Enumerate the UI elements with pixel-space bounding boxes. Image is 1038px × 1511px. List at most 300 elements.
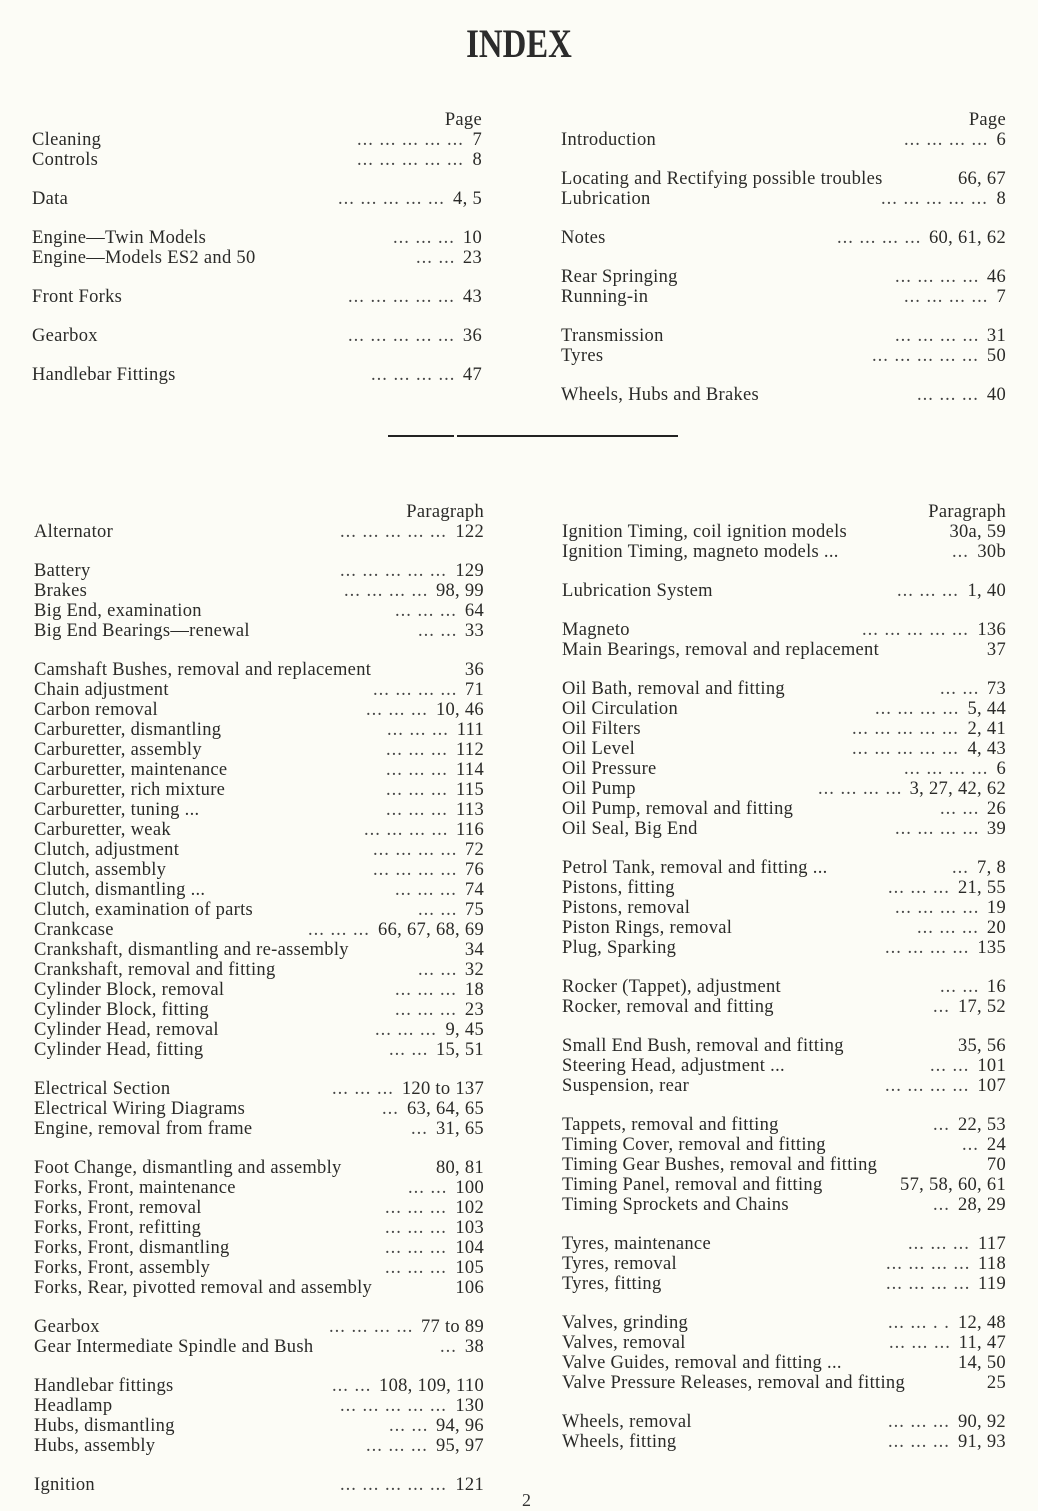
entry-label: Cylinder Head, removal (34, 1020, 219, 1040)
paragraph-index-left-column (34, 502, 484, 1495)
entry-label: Front Forks (32, 287, 123, 307)
index-entry (34, 920, 484, 940)
entry-label: Oil Filters (562, 719, 641, 739)
leader-dots: ... (411, 1119, 428, 1139)
leader-dots: ... ... ... ... ... (348, 326, 455, 346)
entry-reference: 135 (977, 938, 1006, 958)
entry-label: Battery (34, 561, 91, 581)
leader-dots: ... ... ... (332, 1079, 394, 1099)
leader-dots: ... ... ... ... (373, 860, 458, 880)
index-entry (34, 522, 484, 542)
leader-dots: ... ... ... ... (373, 680, 458, 700)
entry-reference: 36 (464, 660, 484, 680)
entry-label: Alternator (34, 522, 114, 542)
index-entry (562, 977, 1006, 997)
entry-reference: 122 (455, 522, 484, 542)
leader-dots: ... (440, 1337, 457, 1357)
index-entry (562, 1036, 1006, 1056)
index-entry (561, 130, 1006, 150)
leader-dots: ... ... ... (385, 1218, 447, 1238)
entry-label: Carburetter, maintenance (34, 760, 228, 780)
index-entry (34, 1099, 484, 1119)
leader-dots: ... (962, 1135, 979, 1155)
index-entry (562, 640, 1006, 660)
entry-reference: 7 (996, 287, 1006, 307)
group-spacer (32, 209, 482, 228)
index-entry (32, 248, 482, 268)
leader-dots: ... ... ... (917, 385, 979, 405)
entry-label: Wheels, removal (562, 1412, 692, 1432)
index-entry (34, 1337, 484, 1357)
entry-label: Big End, examination (34, 601, 202, 621)
index-entry (562, 799, 1006, 819)
group-spacer (562, 562, 1006, 581)
leader-dots: ... ... ... ... (329, 1317, 414, 1337)
entry-label: Controls (32, 150, 99, 170)
entry-reference: 26 (986, 799, 1006, 819)
entry-reference: 19 (986, 898, 1006, 918)
index-entry (34, 1040, 484, 1060)
entry-reference: 43 (462, 287, 482, 307)
group-spacer (34, 1139, 484, 1158)
entry-reference: 112 (456, 740, 484, 760)
entry-label: Forks, Front, removal (34, 1198, 202, 1218)
entry-reference: 74 (464, 880, 484, 900)
entry-label: Foot Change, dismantling and assembly (34, 1158, 342, 1178)
entry-reference: 15, 51 (435, 1040, 484, 1060)
index-entry (562, 522, 1006, 542)
index-entry (561, 287, 1006, 307)
group-spacer (34, 641, 484, 660)
group-spacer (34, 542, 484, 561)
index-entry (561, 267, 1006, 287)
entry-label: Cylinder Block, removal (34, 980, 225, 1000)
entry-reference: 129 (455, 561, 484, 581)
leader-dots: ... ... ... (385, 1258, 447, 1278)
index-entry (34, 700, 484, 720)
entry-reference: 32 (464, 960, 484, 980)
entry-reference: 102 (455, 1198, 484, 1218)
index-entry (34, 1178, 484, 1198)
index-entry (562, 1254, 1006, 1274)
index-entry (34, 820, 484, 840)
index-entry (34, 720, 484, 740)
leader-dots: ... ... ... ... (837, 228, 922, 248)
index-entry (34, 1475, 484, 1495)
entry-label: Cylinder Head, fitting (34, 1040, 204, 1060)
leader-dots: ... ... ... ... ... (357, 150, 464, 170)
leader-dots: ... ... (418, 900, 458, 920)
index-entry (562, 1195, 1006, 1215)
index-entry (562, 1313, 1006, 1333)
entry-reference: 8 (996, 189, 1006, 209)
entry-label: Pistons, removal (562, 898, 691, 918)
column-header-paragraph: Paragraph (406, 502, 484, 522)
entry-reference: 77 to 89 (420, 1317, 484, 1337)
leader-dots: ... ... (416, 248, 456, 268)
index-entry (561, 228, 1006, 248)
entry-reference: 73 (986, 679, 1006, 699)
index-entry (562, 679, 1006, 699)
entry-reference: 118 (978, 1254, 1006, 1274)
index-entry (561, 169, 1006, 189)
group-spacer (562, 1215, 1006, 1234)
entry-reference: 31 (986, 326, 1006, 346)
entry-reference: 9, 45 (445, 1020, 484, 1040)
index-entry (562, 819, 1006, 839)
entry-label: Transmission (561, 326, 664, 346)
index-entry (34, 1238, 484, 1258)
entry-label: Forks, Front, maintenance (34, 1178, 236, 1198)
leader-dots: ... ... ... ... (904, 759, 989, 779)
entry-label: Handlebar Fittings (32, 365, 176, 385)
index-entry (562, 918, 1006, 938)
entry-reference: 70 (986, 1155, 1006, 1175)
leader-dots: ... ... . . (888, 1313, 950, 1333)
index-entry (562, 1373, 1006, 1393)
index-entry (34, 1416, 484, 1436)
index-entry (562, 878, 1006, 898)
leader-dots: ... ... ... (386, 800, 448, 820)
group-spacer (562, 1096, 1006, 1115)
leader-dots: ... ... ... (889, 1333, 951, 1353)
leader-dots: ... ... ... (888, 1432, 950, 1452)
column-header-paragraph: Paragraph (928, 502, 1006, 522)
leader-dots: ... ... ... (386, 760, 448, 780)
column-header-page: Page (444, 110, 482, 130)
index-entry (562, 938, 1006, 958)
entry-label: Valves, removal (562, 1333, 686, 1353)
entry-reference: 39 (986, 819, 1006, 839)
leader-dots: ... ... ... ... (895, 267, 980, 287)
index-entry (562, 1056, 1006, 1076)
entry-label: Ignition (34, 1475, 95, 1495)
entry-label: Tyres, removal (562, 1254, 677, 1274)
leader-dots: ... ... ... ... (904, 130, 989, 150)
paragraph-index-right-column (562, 502, 1006, 1452)
entry-label: Timing Panel, removal and fitting (562, 1175, 823, 1195)
leader-dots: ... ... ... (366, 700, 428, 720)
index-entry (34, 1396, 484, 1416)
column-header-page: Page (968, 110, 1006, 130)
index-entry (562, 1076, 1006, 1096)
entry-reference: 7, 8 (977, 858, 1006, 878)
group-spacer (562, 1393, 1006, 1412)
leader-dots: ... ... ... ... ... (338, 189, 445, 209)
entry-reference: 33 (464, 621, 484, 641)
entry-reference: 24 (986, 1135, 1006, 1155)
entry-label: Oil Pressure (562, 759, 657, 779)
entry-label: Tyres, maintenance (562, 1234, 711, 1254)
entry-reference: 50 (986, 346, 1006, 366)
leader-dots: ... (933, 1195, 950, 1215)
leader-dots: ... ... ... ... (895, 326, 980, 346)
leader-dots: ... (952, 542, 969, 562)
entry-label: Crankcase (34, 920, 114, 940)
index-entry (561, 346, 1006, 366)
group-spacer (561, 209, 1006, 228)
entry-label: Engine—Twin Models (32, 228, 207, 248)
index-entry (34, 760, 484, 780)
entry-label: Forks, Rear, pivotted removal and assembly (34, 1278, 373, 1298)
group-spacer (562, 1017, 1006, 1036)
index-entry (34, 800, 484, 820)
entry-reference: 121 (455, 1475, 484, 1495)
leader-dots: ... (933, 1115, 950, 1135)
index-entry (562, 1432, 1006, 1452)
entry-label: Carburetter, dismantling (34, 720, 222, 740)
entry-label: Lubrication (561, 189, 651, 209)
index-entry (562, 1115, 1006, 1135)
index-entry (34, 561, 484, 581)
entry-label: Carbon removal (34, 700, 158, 720)
entry-reference: 35, 56 (957, 1036, 1006, 1056)
entry-reference: 66, 67, 68, 69 (378, 920, 484, 940)
index-entry (562, 1333, 1006, 1353)
group-spacer (32, 170, 482, 189)
entry-reference: 21, 55 (957, 878, 1006, 898)
leader-dots: ... ... ... ... ... (348, 287, 455, 307)
entry-label: Running-in (561, 287, 649, 307)
entry-label: Timing Sprockets and Chains (562, 1195, 789, 1215)
index-entry (34, 980, 484, 1000)
leader-dots: ... ... ... (917, 918, 979, 938)
leader-dots: ... ... ... ... (818, 779, 903, 799)
index-entry (34, 1317, 484, 1337)
entry-label: Big End Bearings—renewal (34, 621, 250, 641)
entry-reference: 117 (978, 1234, 1006, 1254)
entry-label: Oil Level (562, 739, 636, 759)
entry-reference: 75 (464, 900, 484, 920)
entry-label: Oil Circulation (562, 699, 678, 719)
entry-label: Rocker, removal and fitting (562, 997, 774, 1017)
index-entry (562, 759, 1006, 779)
entry-reference: 60, 61, 62 (929, 228, 1006, 248)
leader-dots: ... ... ... ... ... (862, 620, 969, 640)
entry-label: Carburetter, assembly (34, 740, 202, 760)
leader-dots: ... ... ... ... ... (340, 1475, 447, 1495)
group-spacer (32, 307, 482, 326)
leader-dots: ... ... ... (385, 1238, 447, 1258)
leader-dots: ... (933, 997, 950, 1017)
index-entry (34, 1436, 484, 1456)
entry-reference: 116 (456, 820, 484, 840)
entry-label: Wheels, Hubs and Brakes (561, 385, 760, 405)
index-entry (562, 1412, 1006, 1432)
entry-reference: 111 (456, 720, 484, 740)
leader-dots: ... ... ... (888, 878, 950, 898)
index-entry (562, 581, 1006, 601)
page-number: 2 (522, 1490, 531, 1510)
entry-reference: 5, 44 (967, 699, 1006, 719)
entry-label: Oil Pump, removal and fitting (562, 799, 794, 819)
entry-reference: 119 (978, 1274, 1006, 1294)
entry-label: Crankshaft, dismantling and re-assembly (34, 940, 349, 960)
entry-label: Rear Springing (561, 267, 678, 287)
leader-dots: ... ... ... (395, 601, 457, 621)
entry-label: Crankshaft, removal and fitting (34, 960, 276, 980)
entry-reference: 71 (464, 680, 484, 700)
entry-reference: 6 (996, 130, 1006, 150)
entry-reference: 114 (456, 760, 484, 780)
entry-reference: 30b (977, 542, 1006, 562)
leader-dots: ... ... (930, 1056, 970, 1076)
index-entry (34, 900, 484, 920)
entry-label: Gear Intermediate Spindle and Bush (34, 1337, 314, 1357)
leader-dots: ... ... ... (393, 228, 455, 248)
group-spacer (561, 307, 1006, 326)
group-spacer (34, 1298, 484, 1317)
entry-label: Gearbox (34, 1317, 100, 1337)
index-entry (562, 858, 1006, 878)
entry-reference: 16 (986, 977, 1006, 997)
group-spacer (562, 660, 1006, 679)
group-spacer (34, 1456, 484, 1475)
index-entry (562, 542, 1006, 562)
group-spacer (34, 1060, 484, 1079)
entry-label: Tyres, fitting (562, 1274, 662, 1294)
entry-reference: 91, 93 (957, 1432, 1006, 1452)
index-entry (562, 1353, 1006, 1373)
entry-label: Pistons, fitting (562, 878, 675, 898)
index-entry (562, 1274, 1006, 1294)
group-spacer (562, 1294, 1006, 1313)
leader-dots: ... (382, 1099, 399, 1119)
index-entry (34, 940, 484, 960)
leader-dots: ... ... ... (366, 1436, 428, 1456)
entry-reference: 37 (986, 640, 1006, 660)
entry-reference: 101 (977, 1056, 1006, 1076)
entry-label: Piston Rings, removal (562, 918, 733, 938)
entry-label: Data (32, 189, 69, 209)
leader-dots: ... ... (418, 960, 458, 980)
leader-dots: ... ... ... ... ... (340, 522, 447, 542)
entry-reference: 12, 48 (957, 1313, 1006, 1333)
leader-dots: ... ... ... ... (885, 938, 970, 958)
entry-reference: 94, 96 (435, 1416, 484, 1436)
leader-dots: ... ... ... ... (371, 365, 456, 385)
entry-label: Electrical Wiring Diagrams (34, 1099, 246, 1119)
entry-reference: 72 (464, 840, 484, 860)
index-entry (562, 620, 1006, 640)
index-entry (34, 1376, 484, 1396)
leader-dots: ... ... (940, 799, 980, 819)
index-entry (34, 880, 484, 900)
entry-reference: 108, 109, 110 (379, 1376, 484, 1396)
entry-label: Oil Bath, removal and fitting (562, 679, 785, 699)
entry-reference: 36 (462, 326, 482, 346)
entry-label: Forks, Front, assembly (34, 1258, 211, 1278)
leader-dots: ... ... ... ... (886, 1254, 971, 1274)
entry-label: Plug, Sparking (562, 938, 677, 958)
entry-label: Handlebar fittings (34, 1376, 174, 1396)
index-entry (32, 130, 482, 150)
leader-dots: ... ... ... (888, 1412, 950, 1432)
entry-reference: 130 (455, 1396, 484, 1416)
group-spacer (562, 839, 1006, 858)
group-spacer (562, 601, 1006, 620)
leader-dots: ... ... ... ... (344, 581, 429, 601)
index-entry (34, 1000, 484, 1020)
entry-reference: 3, 27, 42, 62 (909, 779, 1006, 799)
index-entry (561, 189, 1006, 209)
index-entry (562, 779, 1006, 799)
entry-reference: 31, 65 (435, 1119, 484, 1139)
entry-label: Forks, Front, dismantling (34, 1238, 230, 1258)
entry-reference: 47 (462, 365, 482, 385)
index-entry (34, 581, 484, 601)
index-entry (562, 699, 1006, 719)
entry-label: Lubrication System (562, 581, 713, 601)
leader-dots: ... ... ... ... ... (852, 719, 959, 739)
entry-label: Valves, grinding (562, 1313, 689, 1333)
index-entry (562, 1175, 1006, 1195)
entry-label: Headlamp (34, 1396, 113, 1416)
entry-reference: 107 (977, 1076, 1006, 1096)
entry-label: Wheels, fitting (562, 1432, 677, 1452)
leader-dots: ... ... ... ... (895, 898, 980, 918)
group-spacer (32, 268, 482, 287)
leader-dots: ... ... ... ... ... (881, 189, 988, 209)
leader-dots: ... ... ... ... (364, 820, 449, 840)
index-entry (34, 680, 484, 700)
entry-label: Locating and Rectifying possible troubles (561, 169, 883, 189)
index-entry (32, 228, 482, 248)
entry-reference: 10 (462, 228, 482, 248)
entry-label: Clutch, examination of parts (34, 900, 254, 920)
entry-label: Forks, Front, refitting (34, 1218, 202, 1238)
entry-label: Magneto (562, 620, 630, 640)
entry-reference: 46 (986, 267, 1006, 287)
entry-reference: 4, 5 (453, 189, 482, 209)
entry-reference: 100 (455, 1178, 484, 1198)
index-entry (34, 1020, 484, 1040)
index-entry (562, 898, 1006, 918)
entry-reference: 20 (986, 918, 1006, 938)
entry-reference: 98, 99 (435, 581, 484, 601)
entry-reference: 10, 46 (435, 700, 484, 720)
entry-label: Petrol Tank, removal and fitting ... (562, 858, 828, 878)
leader-dots: ... ... ... ... (875, 699, 960, 719)
entry-reference: 66, 67 (957, 169, 1006, 189)
entry-reference: 4, 43 (967, 739, 1006, 759)
entry-label: Electrical Section (34, 1079, 171, 1099)
index-entry (562, 719, 1006, 739)
index-entry (34, 1258, 484, 1278)
entry-label: Oil Seal, Big End (562, 819, 698, 839)
index-entry (562, 1234, 1006, 1254)
leader-dots: ... ... (332, 1376, 372, 1396)
group-spacer (32, 346, 482, 365)
entry-reference: 40 (986, 385, 1006, 405)
index-entry (32, 326, 482, 346)
entry-label: Timing Cover, removal and fitting (562, 1135, 826, 1155)
entry-label: Tappets, removal and fitting (562, 1115, 779, 1135)
entry-reference: 22, 53 (957, 1115, 1006, 1135)
entry-reference: 1, 40 (967, 581, 1006, 601)
index-entry (32, 287, 482, 307)
entry-reference: 11, 47 (958, 1333, 1006, 1353)
entry-reference: 95, 97 (435, 1436, 484, 1456)
index-entry (34, 740, 484, 760)
index-entry (561, 326, 1006, 346)
entry-label: Cylinder Block, fitting (34, 1000, 209, 1020)
group-spacer (561, 150, 1006, 169)
entry-label: Rocker (Tappet), adjustment (562, 977, 781, 997)
entry-label: Main Bearings, removal and replacement (562, 640, 880, 660)
index-entry (34, 1119, 484, 1139)
index-entry (562, 997, 1006, 1017)
